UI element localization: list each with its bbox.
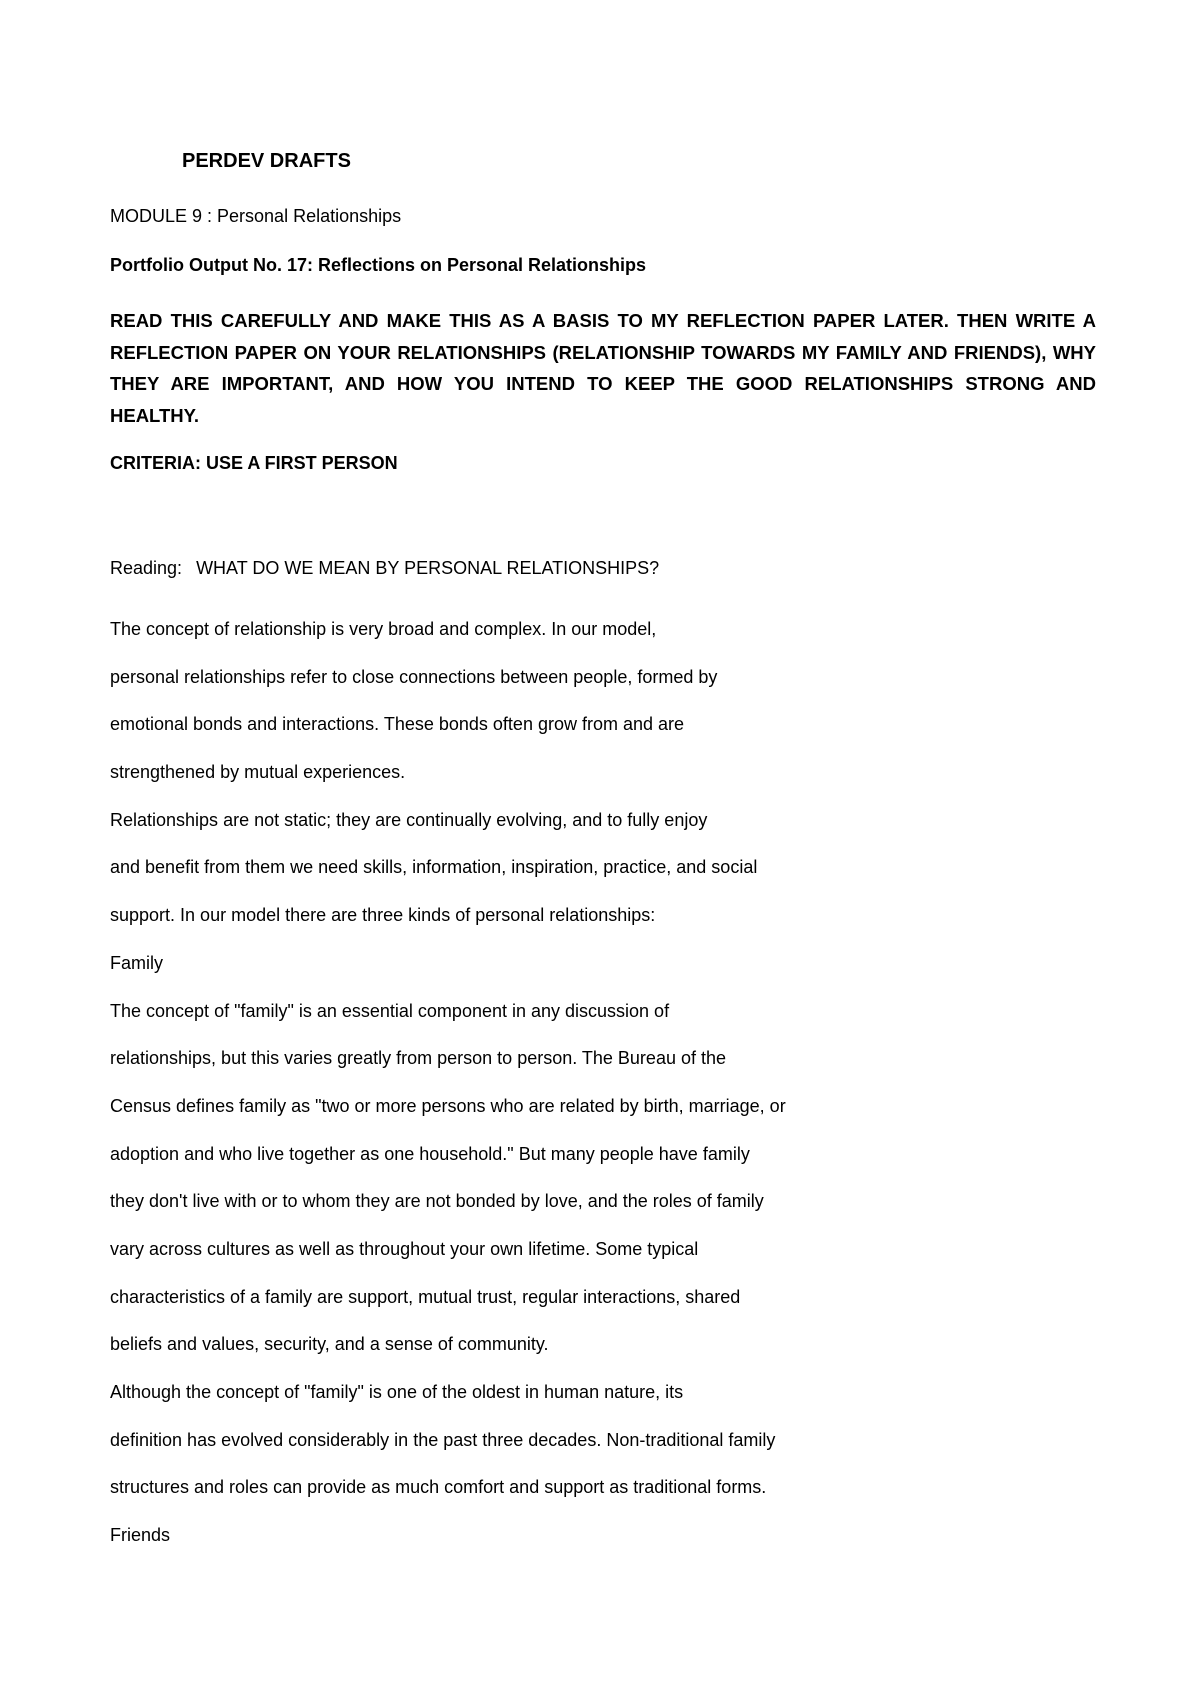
- body-line: personal relationships refer to close connections between people, formed by: [110, 666, 718, 687]
- body-line: adoption and who live together as one household." But many people have family: [110, 1143, 750, 1164]
- body-line: and benefit from them we need skills, information, inspiration, practice, and social: [110, 857, 758, 878]
- portfolio-heading: Portfolio Output No. 17: Reflections on Personal Relationships: [110, 255, 647, 275]
- document-title: PERDEV DRAFTS: [182, 150, 351, 172]
- body-line: Although the concept of "family" is one of the oldest in human nature, its: [110, 1382, 684, 1402]
- body-line: vary across cultures as well as throughout your own lifetime. Some typical: [110, 1238, 699, 1259]
- body-line: they don't live with or to whom they are not bonded by love, and the roles of family: [110, 1191, 764, 1212]
- criteria-line: CRITERIA: USE A FIRST PERSON: [110, 453, 398, 473]
- body-line: The concept of "family" is an essential component in any discussion of: [110, 1000, 670, 1021]
- reading-body: [110, 606, 786, 1560]
- reading-label: Reading:: [110, 558, 183, 578]
- instructions-paragraph: READ THIS CAREFULLY AND MAKE THIS AS A BASIS TO MY REFLECTION PAPER LATER. THEN WRITE A REFLECTION PAPER ON YOUR RELATIONSHIPS (RELATIONSHIP TOWARDS MY FAMILY AND FRIENDS), WHY THEY ARE IMPORTANT, AND HOW YOU INTEND TO KEEP THE GOOD RELATIONSHIPS STRONG AND HEALTHY.: [110, 310, 1096, 426]
- body-line: Relationships are not static; they are continually evolving, and to fully enjoy: [110, 809, 708, 830]
- section-heading-family: Family: [110, 952, 163, 973]
- body-line: support. In our model there are three kinds of personal relationships:: [110, 905, 656, 926]
- reading-heading: [110, 557, 659, 579]
- body-line: emotional bonds and interactions. These bonds often grow from and are: [110, 714, 685, 735]
- body-line: relationships, but this varies greatly from person to person. The Bureau of the: [110, 1048, 726, 1069]
- module-heading: MODULE 9 : Personal Relationships: [110, 206, 402, 226]
- body-line: structures and roles can provide as much comfort and support as traditional forms.: [110, 1477, 767, 1498]
- body-line: Census defines family as "two or more persons who are related by birth, marriage, or: [110, 1095, 786, 1116]
- body-line: definition has evolved considerably in the past three decades. Non-traditional family: [110, 1429, 776, 1450]
- body-line: beliefs and values, security, and a sense of community.: [110, 1334, 549, 1355]
- body-line: The concept of relationship is very broad and complex. In our model,: [110, 619, 657, 639]
- section-heading-friends: Friends: [110, 1525, 171, 1546]
- reading-title: WHAT DO WE MEAN BY PERSONAL RELATIONSHIPS?: [196, 558, 660, 578]
- body-line: strengthened by mutual experiences.: [110, 762, 406, 783]
- body-line: characteristics of a family are support, mutual trust, regular interactions, shared: [110, 1286, 741, 1307]
